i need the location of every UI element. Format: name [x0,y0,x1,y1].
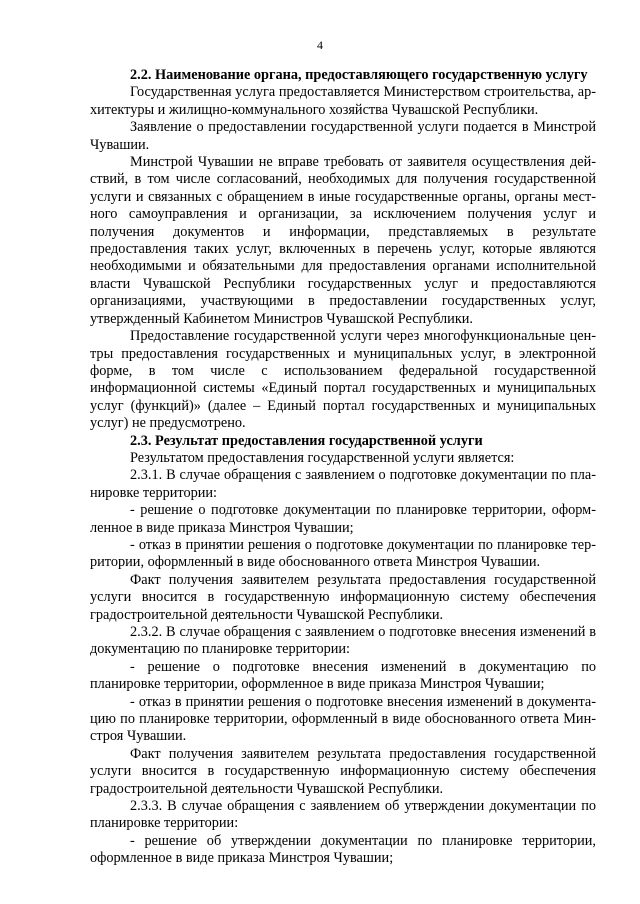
paragraph: Факт получения заявителем результата предоставления государственной услуги вносится в государственную информационную систему обеспечения градостроительной деятельности Чувашской Республики. [90,571,596,623]
paragraph: Предоставление государственной услуги через многофункциональные центры предоставления государственных и муниципальных услуг, в электронной форме, в том числе с использованием федеральной государственной информационной системы «Единый портал государственных и муниципальных услуг (функций)» (далее – Единый портал государственных и муниципальных услуг) не предусмотрено. [90,328,596,432]
section-heading-2-2: 2.2. Наименование органа, предоставляющего государственную услугу [130,67,588,83]
page-number: 4 [317,38,323,52]
paragraph: 2.3.2. В случае обращения с заявлением о подготовке внесения изменений в документацию по планировке территории: [90,624,596,658]
paragraph: 2.3.1. В случае обращения с заявлением о подготовке документации по планировке территории: [90,467,596,501]
paragraph: Результатом предоставления государственной услуги является: [130,449,515,466]
list-item: - решение о подготовке внесения изменений в документацию по планировке территории, оформленное в виде приказа Минстроя Чувашии; [90,658,596,693]
list-item: - отказ в принятии решения о подготовке внесения изменений в документацию по планировке территории, оформленный в виде обоснованного ответа Минстроя Чувашии. [90,693,596,745]
list-item: - решение об утверждении документации по планировке территории, оформленное в виде приказа Минстроя Чувашии; [90,832,596,867]
paragraph: 2.3.3. В случае обращения с заявлением об утверждении документации по планировке территории: [90,798,596,832]
section-heading-2-3: 2.3. Результат предоставления государственной услуги [130,432,483,449]
paragraph: Государственная услуга предоставляется Министерством строительства, архитектуры и жилищно-коммунального хозяйства Чувашской Республики. [90,84,596,118]
list-item: - отказ в принятии решения о подготовке документации по планировке территории, оформленный в виде обоснованного ответа Минстроя Чувашии. [90,536,596,571]
paragraph: Факт получения заявителем результата предоставления государственной услуги вносится в государственную информационную систему обеспечения градостроительной деятельности Чувашской Республики. [90,745,596,797]
paragraph: Минстрой Чувашии не вправе требовать от заявителя осуществления действий, в том числе согласований, необходимых для получения государственной услуги и связанных с обращением в иные государственные органы, органы местного самоуправления и организации, за исключением получения услуг и получения документов и информации, представляемых в результате предоставления таких услуг, включенных в перечень услуг, которые являются необходимыми и обязательными для предоставления органами исполнительной власти Чувашской Республики государственных услуг и предоставляются организациями, участвующими в предоставлении государственных услуг, утвержденный Кабинетом Министров Чувашской Республики. [90,154,596,327]
document-body [90,67,596,868]
paragraph: Заявление о предоставлении государственной услуги подается в Минстрой Чувашии. [90,119,596,153]
list-item: - решение о подготовке документации по планировке территории, оформленное в виде приказа Минстроя Чувашии; [90,502,596,536]
